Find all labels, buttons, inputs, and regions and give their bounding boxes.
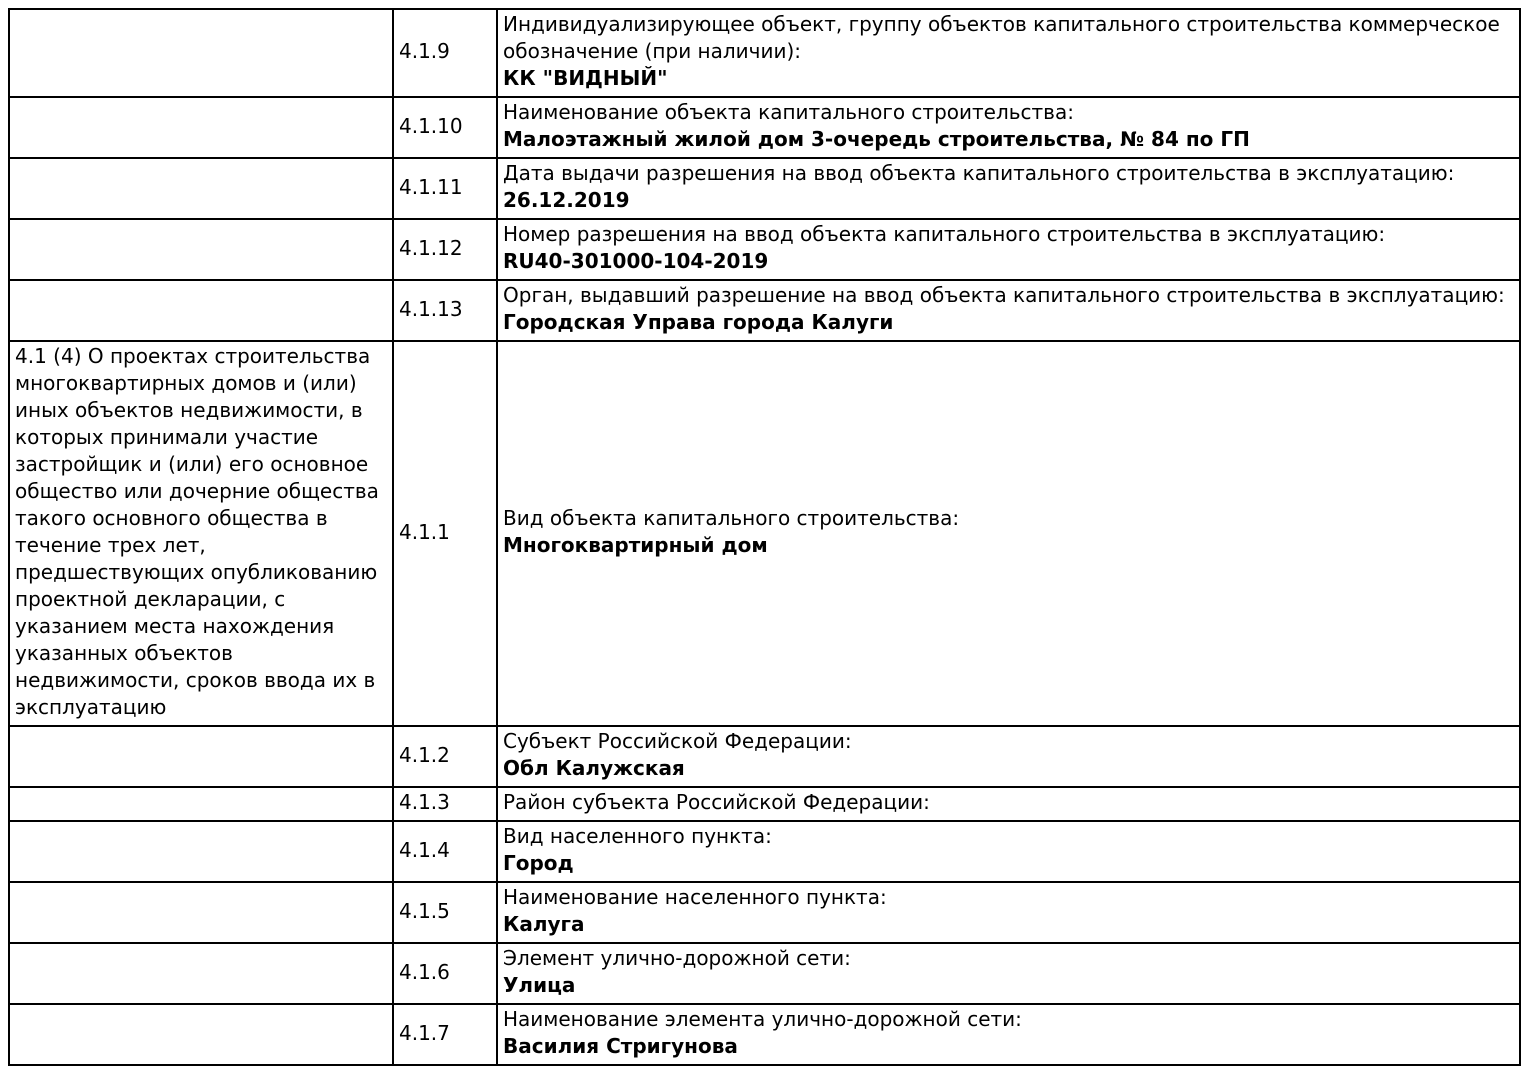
- table-row: [9, 219, 1520, 280]
- section-cell: [9, 787, 393, 821]
- field-value: Многоквартирный дом: [503, 533, 768, 557]
- field-value: Городская Управа города Калуги: [503, 310, 894, 334]
- code-cell: 4.1.3: [393, 787, 497, 821]
- table-row: [9, 9, 1520, 97]
- code-cell: 4.1.13: [393, 280, 497, 341]
- section-cell: [9, 219, 393, 280]
- section-cell: [9, 9, 393, 97]
- section-cell: [9, 943, 393, 1004]
- code-cell: 4.1.9: [393, 9, 497, 97]
- section-cell: [9, 882, 393, 943]
- field-value: КК "ВИДНЫЙ": [503, 66, 668, 90]
- table-row: [9, 280, 1520, 341]
- content-cell: [497, 158, 1520, 219]
- code-cell: 4.1.11: [393, 158, 497, 219]
- field-value: Улица: [503, 973, 576, 997]
- code-cell: 4.1.12: [393, 219, 497, 280]
- table-row: [9, 97, 1520, 158]
- field-label: Субъект Российской Федерации:: [503, 729, 852, 753]
- field-label: Дата выдачи разрешения на ввод объекта капитального строительства в эксплуатацию:: [503, 161, 1455, 185]
- field-label: Вид населенного пункта:: [503, 824, 772, 848]
- section-cell: [9, 726, 393, 787]
- content-cell: [497, 726, 1520, 787]
- content-cell: [497, 943, 1520, 1004]
- table-row: [9, 158, 1520, 219]
- code-cell: 4.1.2: [393, 726, 497, 787]
- section-cell: [9, 821, 393, 882]
- section-cell: [9, 158, 393, 219]
- table-row: [9, 882, 1520, 943]
- field-value: Калуга: [503, 912, 585, 936]
- content-cell: [497, 787, 1520, 821]
- content-cell: [497, 219, 1520, 280]
- section-cell: [9, 97, 393, 158]
- code-cell: 4.1.7: [393, 1004, 497, 1065]
- field-label: Наименование населенного пункта:: [503, 885, 887, 909]
- field-value: Василия Стригунова: [503, 1034, 738, 1058]
- table-row: [9, 726, 1520, 787]
- section-cell: 4.1 (4) О проектах строительства многоквартирных домов и (или) иных объектов недвижимости, в которых принимали участие застройщик и (или) его основное общество или дочерние общества такого основного общества в течение трех лет, предшествующих опубликованию проектной декларации, с указанием места нахождения указанных объектов недвижимости, сроков ввода их в эксплуатацию: [9, 341, 393, 726]
- code-cell: 4.1.4: [393, 821, 497, 882]
- table-row: [9, 821, 1520, 882]
- content-cell: [497, 97, 1520, 158]
- content-cell: [497, 341, 1520, 726]
- field-label: Орган, выдавший разрешение на ввод объекта капитального строительства в эксплуатацию:: [503, 283, 1505, 307]
- section-cell: [9, 1004, 393, 1065]
- table-row: [9, 943, 1520, 1004]
- field-label: Номер разрешения на ввод объекта капитального строительства в эксплуатацию:: [503, 222, 1386, 246]
- field-value: RU40-301000-104-2019: [503, 249, 769, 273]
- code-cell: 4.1.10: [393, 97, 497, 158]
- table-row: [9, 341, 1520, 726]
- field-label: Район субъекта Российской Федерации:: [503, 790, 930, 814]
- field-value: Обл Калужская: [503, 756, 685, 780]
- code-cell: 4.1.5: [393, 882, 497, 943]
- field-label: Наименование объекта капитального строительства:: [503, 100, 1074, 124]
- field-value: Малоэтажный жилой дом 3-очередь строительства, № 84 по ГП: [503, 127, 1250, 151]
- content-cell: [497, 280, 1520, 341]
- field-value: 26.12.2019: [503, 188, 630, 212]
- content-cell: [497, 9, 1520, 97]
- field-label: Наименование элемента улично-дорожной сети:: [503, 1007, 1022, 1031]
- content-cell: [497, 1004, 1520, 1065]
- field-label: Индивидуализирующее объект, группу объектов капитального строительства коммерческое обозначение (при наличии):: [503, 12, 1500, 63]
- content-cell: [497, 882, 1520, 943]
- field-value: Город: [503, 851, 574, 875]
- field-label: Элемент улично-дорожной сети:: [503, 946, 851, 970]
- field-label: Вид объекта капитального строительства:: [503, 506, 960, 530]
- table-row: [9, 1004, 1520, 1065]
- declaration-table: [8, 8, 1521, 1066]
- section-cell: [9, 280, 393, 341]
- code-cell: 4.1.1: [393, 341, 497, 726]
- code-cell: 4.1.6: [393, 943, 497, 1004]
- table-row: [9, 787, 1520, 821]
- content-cell: [497, 821, 1520, 882]
